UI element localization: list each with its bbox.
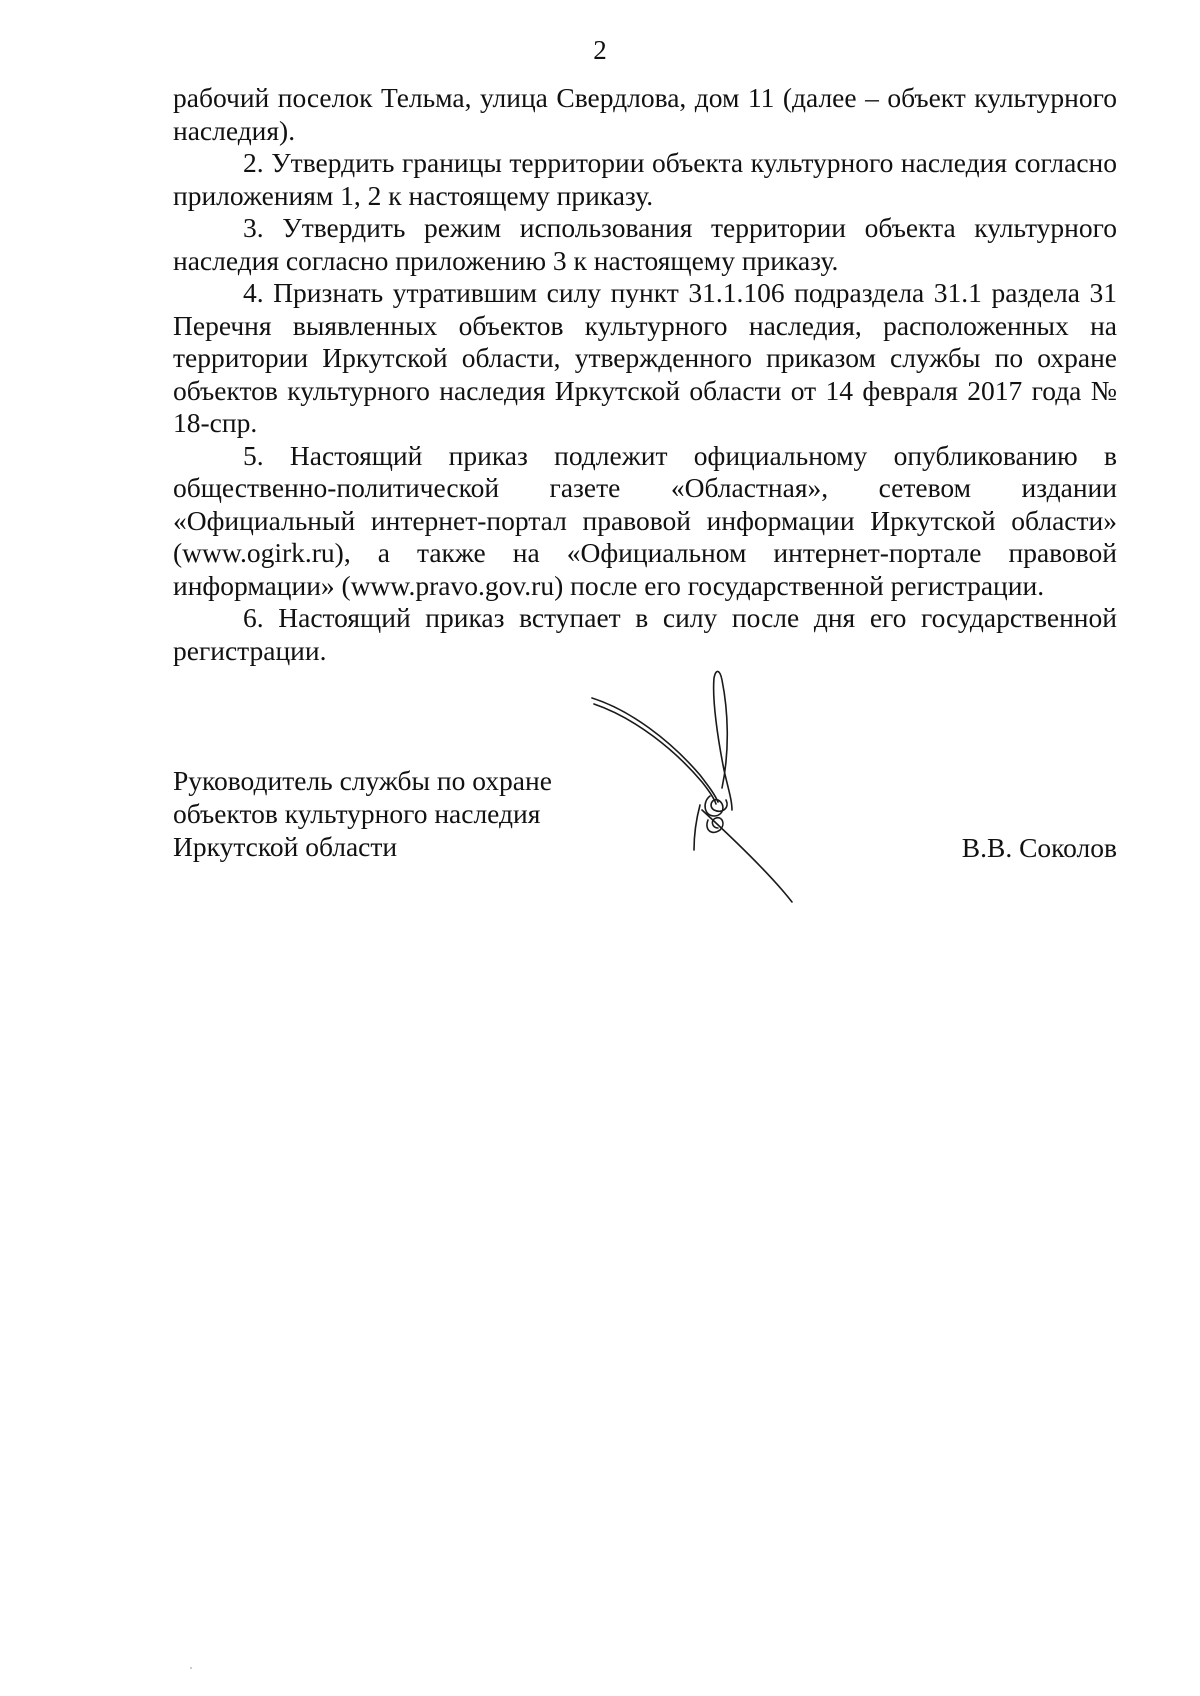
signatory-position [173,764,593,863]
paragraph-item-3: 3. Утвердить режим использования территории объекта культурного наследия согласно приложению 3 к настоящему приказу. [173,212,1117,276]
signer-name: В.В. Соколов [961,832,1117,863]
paragraph-item-5: 5. Настоящий приказ подлежит официальному опубликованию в общественно-политической газете «Областная», сетевом издании «Официальный интернет-портал правовой информации Иркутской области» (www.ogirk.ru), а также на «Официальном интернет-портале правовой информации» (www.pravo.gov.ru) после его государственной регистрации. [173,439,1117,601]
position-line: объектов культурного наследия [173,798,541,829]
paragraph-item-6: 6. Настоящий приказ вступает в силу после дня его государственной регистрации. [173,602,1117,666]
page-number: 2 [593,35,607,65]
position-line: Руководитель службы по охране [173,765,552,796]
document-body [173,82,1117,667]
scan-speck [190,1667,192,1669]
handwritten-signature [590,670,870,950]
paragraph-continuation: рабочий поселок Тельма, улица Свердлова, дом 11 (далее – объект культурного наследия). [173,82,1117,146]
paragraph-item-4: 4. Признать утратившим силу пункт 31.1.106 подраздела 31.1 раздела 31 Перечня выявленных объектов культурного наследия, расположенных на территории Иркутской области, утвержденного приказом службы по охране объектов культурного наследия Иркутской области от 14 февраля 2017 года № 18-спр. [173,277,1117,438]
paragraph-item-2: 2. Утвердить границы территории объекта культурного наследия согласно приложениям 1, 2 к настоящему приказу. [173,147,1117,211]
position-line: Иркутской области [173,831,398,862]
